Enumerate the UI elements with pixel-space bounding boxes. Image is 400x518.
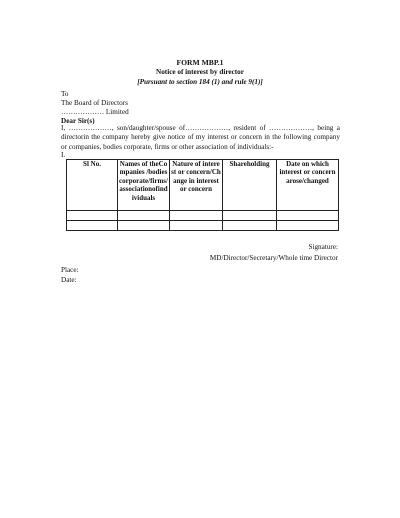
date-label: Date: (61, 276, 77, 284)
table-cell[interactable] (170, 211, 223, 221)
table-cell[interactable] (277, 221, 339, 231)
signature-label: Signature: (308, 243, 338, 251)
header-names: Names of theCompanies /bodiescorporate/firms/associationofindividuals (118, 160, 170, 211)
address-to: To (61, 90, 69, 98)
form-title: FORM MBP.1 (176, 58, 224, 67)
table-cell[interactable] (223, 211, 277, 221)
table-cell[interactable] (67, 211, 118, 221)
header-date: Date on which interest or concern arose/changed (277, 160, 339, 211)
interest-table (66, 159, 339, 231)
form-reference: [Pursuant to section 184 (1) and rule 9(1)] (137, 78, 263, 86)
table-cell[interactable] (170, 221, 223, 231)
table-cell[interactable] (67, 221, 118, 231)
salutation: Dear Sir(s) (61, 117, 95, 125)
header-sl-no: Sl No. (67, 160, 118, 211)
table-cell[interactable] (118, 211, 170, 221)
header-nature: Nature of interest or concern/Change in interest or concern (170, 160, 223, 211)
designation-label: MD/Director/Secretary/Whole time Director (209, 254, 338, 262)
place-label: Place: (61, 266, 79, 274)
table-cell[interactable] (277, 211, 339, 221)
item-marker: I. (61, 151, 66, 159)
address-board: The Board of Directors (61, 99, 128, 107)
header-shareholding: Shareholding (223, 160, 277, 211)
address-company: ……………… Limited (61, 108, 129, 116)
table-cell[interactable] (118, 221, 170, 231)
table-header-row (67, 160, 339, 211)
notice-paragraph: I, ………………, son/daughter/spouse of………………, resident of ………………, being a directorin the company hereby give notice of my interest or concern in the following company or companies, bodies corporate, firms or other association of individuals:- (61, 124, 340, 151)
table-cell[interactable] (223, 221, 277, 231)
form-subtitle: Notice of interest by director (156, 68, 244, 76)
table-row (67, 211, 339, 221)
table-row (67, 221, 339, 231)
